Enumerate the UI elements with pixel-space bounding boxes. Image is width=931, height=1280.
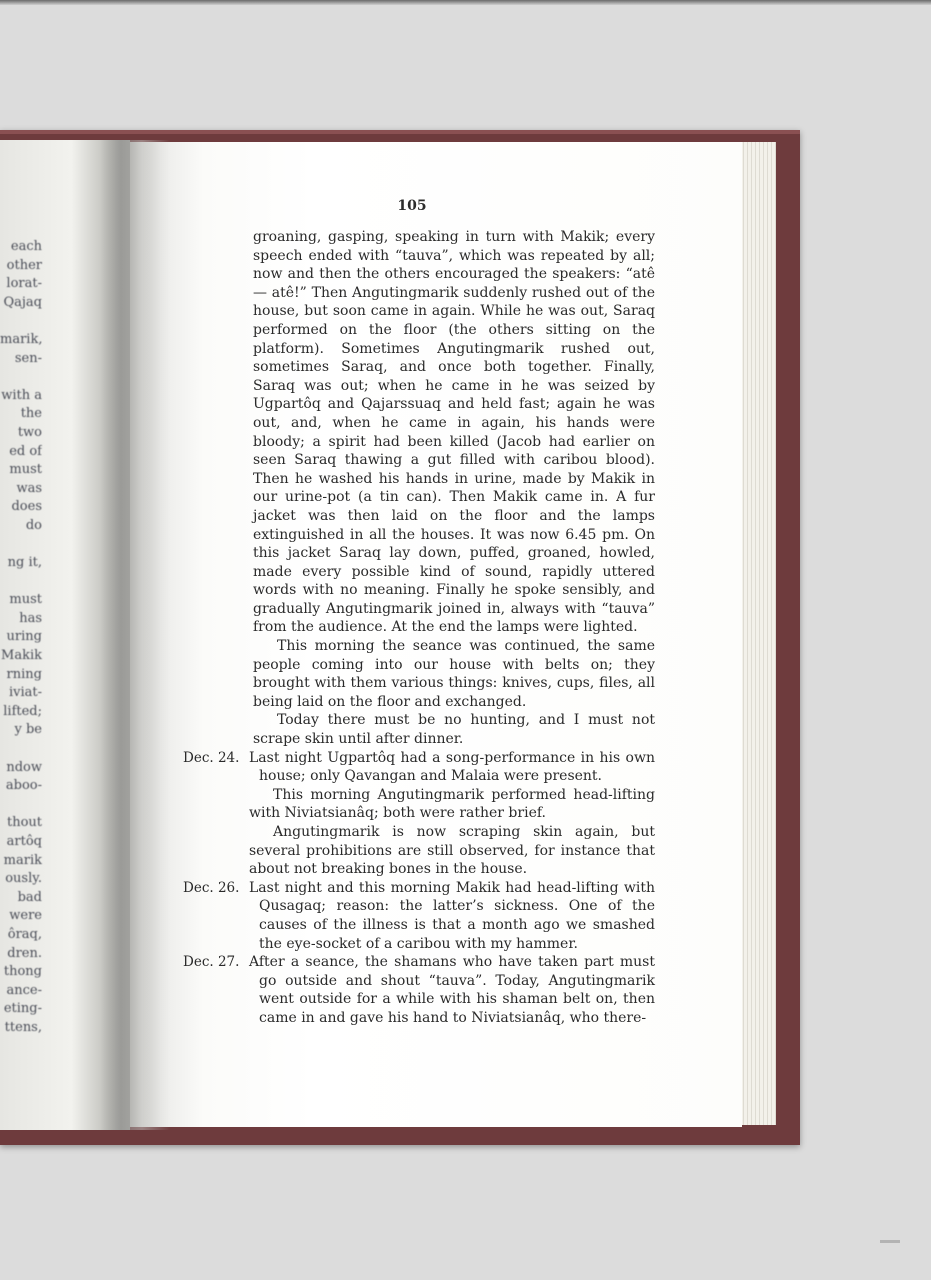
left-page-fragment: ously.: [5, 871, 42, 887]
entry-text: Last night Ugpartôq had a song-performance in his own house; only Qavangan and Malaia were present.: [249, 749, 655, 785]
left-page-fragment: marik,: [0, 331, 42, 347]
book-gutter: [100, 140, 170, 1130]
left-page-fragment: the: [20, 406, 42, 422]
left-page-fragment: [0, 312, 42, 331]
left-page-fragment: thout: [6, 815, 42, 831]
left-page-fragment: Makik: [1, 648, 42, 664]
paragraph-seance-continued: This morning the seance was continued, the same people coming into our house with belts on; they brought with them various things: knives, cups, files, all being laid on the floor and exchanged.: [253, 638, 655, 710]
entry-content: [249, 749, 655, 879]
entry-date: Dec. 27.: [183, 954, 240, 971]
left-page-fragment: ance-: [6, 982, 42, 998]
left-page-fragment: do: [25, 517, 42, 533]
left-page-fragment: bad: [17, 889, 42, 905]
left-page-fragment: was: [16, 480, 42, 496]
left-page-fragment: does: [11, 499, 42, 515]
left-page-fragment: ôraq,: [7, 926, 42, 942]
scan-speck: [880, 1240, 900, 1243]
left-page-fragment: thong: [3, 964, 42, 980]
opening-paragraph: groaning, gasping, speaking in turn with Makik; every speech ended with “tauva”, which was repeated by all; now and then the others encouraged the speakers: “atê — atê!” Then Angutingmarik suddenly rushed out of the house, but soon came in again. While he was out, Saraq performed on the floor (the others sitting on the platform). Sometimes Angutingmarik rushed out, sometimes Saraq, and once both together. Finally, Saraq was out; when he came in he was seized by Ugpartôq and Qajarssuaq and held fast; again he was out, and, when he came in again, his hands were bloody; a spirit had been killed (Jacob had earlier on seen Saraq thawing a gut filled with caribou blood). Then he washed his hands in urine, made by Makik in our urine-pot (a tin can). Then Makik came in. A fur jacket was then laid on the floor and the lamps extinguished in all the houses. It was now 6.45 pm. On this jacket Saraq lay down, puffed, groaned, howled, made every possible kind of sound, rapidly uttered words with no meaning. Finally he spoke sensibly, and gradually Angutingmarik joined in, always with “tauva” from the audience. At the end the lamps were lighted.: [253, 229, 655, 636]
diary-entry: [183, 749, 655, 879]
left-page-fragment: must: [9, 592, 42, 608]
left-page-fragment: were: [9, 908, 42, 924]
left-page-fragment: lorat-: [6, 276, 42, 292]
left-page-fragment: uring: [6, 629, 42, 645]
left-page-fragment: [0, 740, 42, 759]
left-page-fragment: must: [9, 462, 42, 478]
left-page-fragment: Qajaq: [3, 294, 42, 310]
left-page-fragment: y be: [14, 722, 42, 738]
left-page-fragment: with a: [1, 387, 42, 403]
left-page-fragment: artôq: [6, 834, 42, 849]
left-page-fragment: ng it,: [7, 555, 42, 571]
diary-entry: [183, 879, 655, 953]
page-number: 105: [397, 198, 427, 214]
left-page-fragment: ttens,: [4, 1019, 42, 1035]
left-page-fragment: has: [19, 610, 42, 626]
left-page-fragment: marik: [3, 852, 42, 868]
entry-content: [249, 953, 655, 1027]
left-page-fragment: ndow: [6, 759, 42, 775]
left-page-fragment: ed of: [9, 443, 42, 459]
page-text: [183, 228, 655, 1028]
left-page-fragment: each: [10, 239, 42, 254]
left-page-text: [0, 238, 42, 1038]
left-page-fragment: rning: [6, 666, 42, 682]
left-page-fragment: sen-: [14, 350, 42, 366]
left-page-fragment: aboo-: [5, 778, 42, 794]
left-page-fragment: iviat-: [8, 685, 42, 701]
left-page-fragment: lifted;: [3, 703, 42, 719]
entry-subparagraph: Angutingmarik is now scraping skin again, but several prohibitions are still observed, for instance that about not breaking bones in the house.: [249, 824, 655, 878]
left-page-fragment: [0, 796, 42, 815]
scanner-edge: [0, 0, 931, 5]
left-page-fragment: [0, 368, 42, 387]
left-page-fragment: other: [6, 257, 42, 273]
left-page-fragment: [0, 573, 42, 592]
entry-date: Dec. 24.: [183, 749, 240, 766]
entry-text: After a seance, the shamans who have taken part must go outside and shout “tauva”. Today, Angutingmarik went outside for a while with his shaman belt on, then came in and gave his hand to Niviatsianâq, who there-: [249, 954, 655, 1026]
left-page-fragment: eting-: [3, 1001, 42, 1017]
left-page-fragment: dren.: [7, 945, 42, 961]
paragraph-no-hunting: Today there must be no hunting, and I must not scrape skin until after dinner.: [253, 712, 655, 748]
left-page-fragment: two: [17, 424, 42, 440]
entry-content: [249, 879, 655, 953]
diary-entries: [183, 749, 655, 1028]
diary-entry: [183, 953, 655, 1027]
left-page-fragment: [0, 536, 42, 555]
entry-subparagraph: This morning Angutingmarik performed head-lifting with Niviatsianâq; both were rather brief.: [249, 786, 655, 822]
entry-text: Last night and this morning Makik had head-lifting with Qusagaq; reason: the latter’s sickness. One of the causes of the illness is that a month ago we smashed the eye-socket of a caribou with my hammer.: [249, 879, 655, 952]
page-edges: [736, 142, 776, 1125]
entry-date: Dec. 26.: [183, 879, 240, 896]
